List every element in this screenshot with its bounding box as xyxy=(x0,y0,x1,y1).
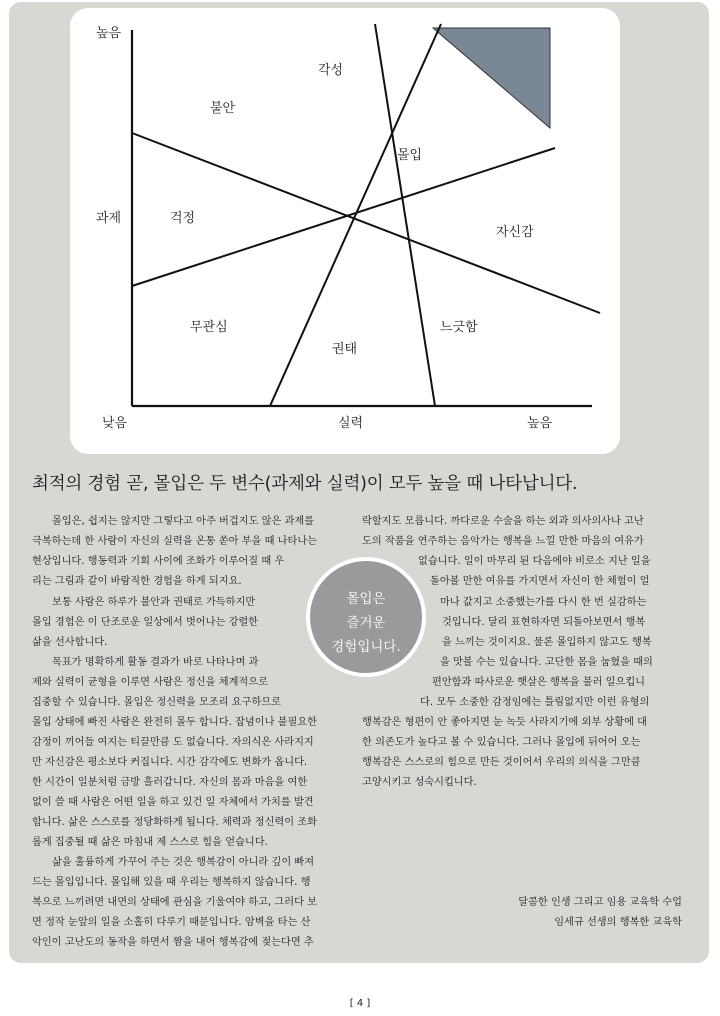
left-line: 제와 실력이 균형을 이루면 사람은 정신을 체계적으로 xyxy=(32,677,268,688)
right-line: 돌아볼 만한 여유를 가지면서 자신이 한 체험이 얼 xyxy=(430,576,650,587)
signature-author: 임세규 선생의 행복한 교육학 xyxy=(554,917,682,928)
pullquote-line: 즐거운 xyxy=(346,615,386,631)
y-low-label: 낮음 xyxy=(102,416,128,431)
y-high-label: 높음 xyxy=(96,26,122,41)
left-line: 롭게 집중될 때 삶은 마침내 제 스스로 힘을 얻습니다. xyxy=(32,837,268,848)
region-flow: 몰입 xyxy=(397,148,423,163)
left-line: 극복하는데 한 사람이 자신의 실력을 온통 쏟아 부을 때 나타나는 xyxy=(32,536,318,547)
right-line: 도의 작품을 연주하는 음악가는 행복을 느낄 만한 마음의 여유가 xyxy=(362,536,644,547)
left-line: 감정이 끼어들 여지는 티끌만큼 도 없습니다. 자의식은 사라지지 xyxy=(32,737,314,748)
left-line: 집중할 수 있습니다. 몰입은 정신력을 모조리 요구하므로 xyxy=(32,697,282,708)
right-line: 한 의존도가 높다고 볼 수 있습니다. 그러나 몰입에 뒤어어 오는 xyxy=(362,737,641,748)
left-line: 만 자신감은 평소보다 커집니다. 시간 감각에도 변화가 옵니다. xyxy=(32,757,308,768)
pullquote-line: 경험입니다. xyxy=(331,639,401,655)
right-line: 편안함과 따사로운 햇살은 행복을 불러 일으킵니 xyxy=(432,677,646,688)
flow-diagram-lines xyxy=(70,8,620,454)
left-line: 한 시간이 일분처럼 금방 흘러갑니다. 자신의 몸과 마음을 여한 xyxy=(32,777,308,788)
x-high-label: 높음 xyxy=(527,416,553,431)
region-control: 자신감 xyxy=(496,225,534,240)
section-heading: 최적의 경험 곧, 몰입은 두 변수(과제와 실력)이 모두 높을 때 나타납니다. xyxy=(32,474,578,494)
page-number: [ 4 ] xyxy=(349,998,371,1009)
divider-1 xyxy=(375,24,435,406)
flow-triangle-shape xyxy=(433,28,550,128)
right-line: 을 맛볼 수는 있습니다. 고단한 몸을 눕혔을 때의 xyxy=(440,657,653,668)
left-line: 리는 그림과 같이 바람직한 경험을 하게 되지요. xyxy=(32,576,242,587)
right-line: 행복감은 스스로의 힘으로 만든 것이어서 우리의 의식을 그만큼 xyxy=(362,757,641,768)
pullquote-line: 몰입은 xyxy=(346,591,386,607)
region-apathy: 무관심 xyxy=(190,320,228,335)
left-line: 몰입 상태에 빠진 사람은 완전히 몰두 합니다. 잡념이나 불필요한 xyxy=(32,717,318,728)
right-line: 다. 모두 소중한 감정임에는 틀림없지만 이런 유형의 xyxy=(420,697,650,708)
right-line: 것입니다. 달리 표현하자면 되돌아보면서 행복 xyxy=(442,617,646,628)
left-line: 복으로 느끼려면 내면의 상태에 관심을 기울여야 하고, 그러다 보 xyxy=(32,897,318,908)
right-line: 락할지도 모릅니다. 까다로운 수술을 하는 외과 의사의사나 고난 xyxy=(362,516,644,527)
right-line: 행복감은 형편이 안 좋아지면 눈 녹듯 사라지기에 외부 상황에 대 xyxy=(362,717,648,728)
x-axis-label: 실력 xyxy=(338,416,364,431)
left-line: 합니다. 삶은 스스로를 정당화하게 됩니다. 체력과 정신력이 조화 xyxy=(32,817,318,828)
right-line: 없습니다. 일이 마무리 된 다음에야 비로소 지난 일을 xyxy=(418,556,651,567)
left-line: 드는 몰입입니다. 몰입해 있을 때 우리는 행복하지 않습니다. 행 xyxy=(32,877,311,888)
y-axis-label: 과제 xyxy=(96,211,122,226)
left-line: 악인이 고난도의 동작을 하면서 짬을 내어 행복감에 젖는다면 추 xyxy=(32,937,314,948)
left-line: 현상입니다. 행동력과 기회 사이에 조화가 이루어질 때 우 xyxy=(32,556,285,567)
left-line: 삶을 훌륭하게 가꾸어 주는 것은 행복감이 아니라 깊이 빠져 xyxy=(52,857,315,868)
region-boredom: 권태 xyxy=(332,342,358,357)
divider-3 xyxy=(132,148,555,286)
left-line: 몰입은, 쉽지는 않지만 그렇다고 아주 버겁지도 않은 과제를 xyxy=(52,516,315,527)
left-line: 면 정작 눈앞의 일을 소홀히 다루기 때문입니다. 암벽을 타는 산 xyxy=(32,917,311,928)
right-line: 을 느끼는 것이지요. 물론 몰입하지 않고도 행복 xyxy=(442,637,652,648)
left-line: 삶을 선사합니다. xyxy=(32,637,108,648)
left-line: 몰입 경험은 이 단조로운 일상에서 벗어나는 강렬한 xyxy=(32,617,259,628)
region-arousal: 각성 xyxy=(318,63,344,78)
region-worry: 걱정 xyxy=(170,211,196,226)
left-line: 목표가 명확하게 활동 결과가 바로 나타나며 과 xyxy=(52,657,259,668)
left-line: 보통 사람은 하루가 불안과 권태로 가득하지만 xyxy=(52,597,256,608)
signature-course: 달콤한 인생 그리고 임용 교육학 수업 xyxy=(518,897,682,908)
right-line: 고양시키고 성숙시킵니다. xyxy=(362,777,477,788)
pullquote-circle xyxy=(306,557,426,677)
region-relaxation: 느긋함 xyxy=(440,320,478,335)
region-anxiety: 불안 xyxy=(210,101,236,116)
flow-diagram xyxy=(70,8,620,454)
left-line: 없이 쓸 때 사람은 어떤 일을 하고 있건 일 자체에서 가치를 발견 xyxy=(32,797,314,808)
right-line: 마나 값지고 소중했는가를 다시 한 번 실감하는 xyxy=(440,597,647,608)
